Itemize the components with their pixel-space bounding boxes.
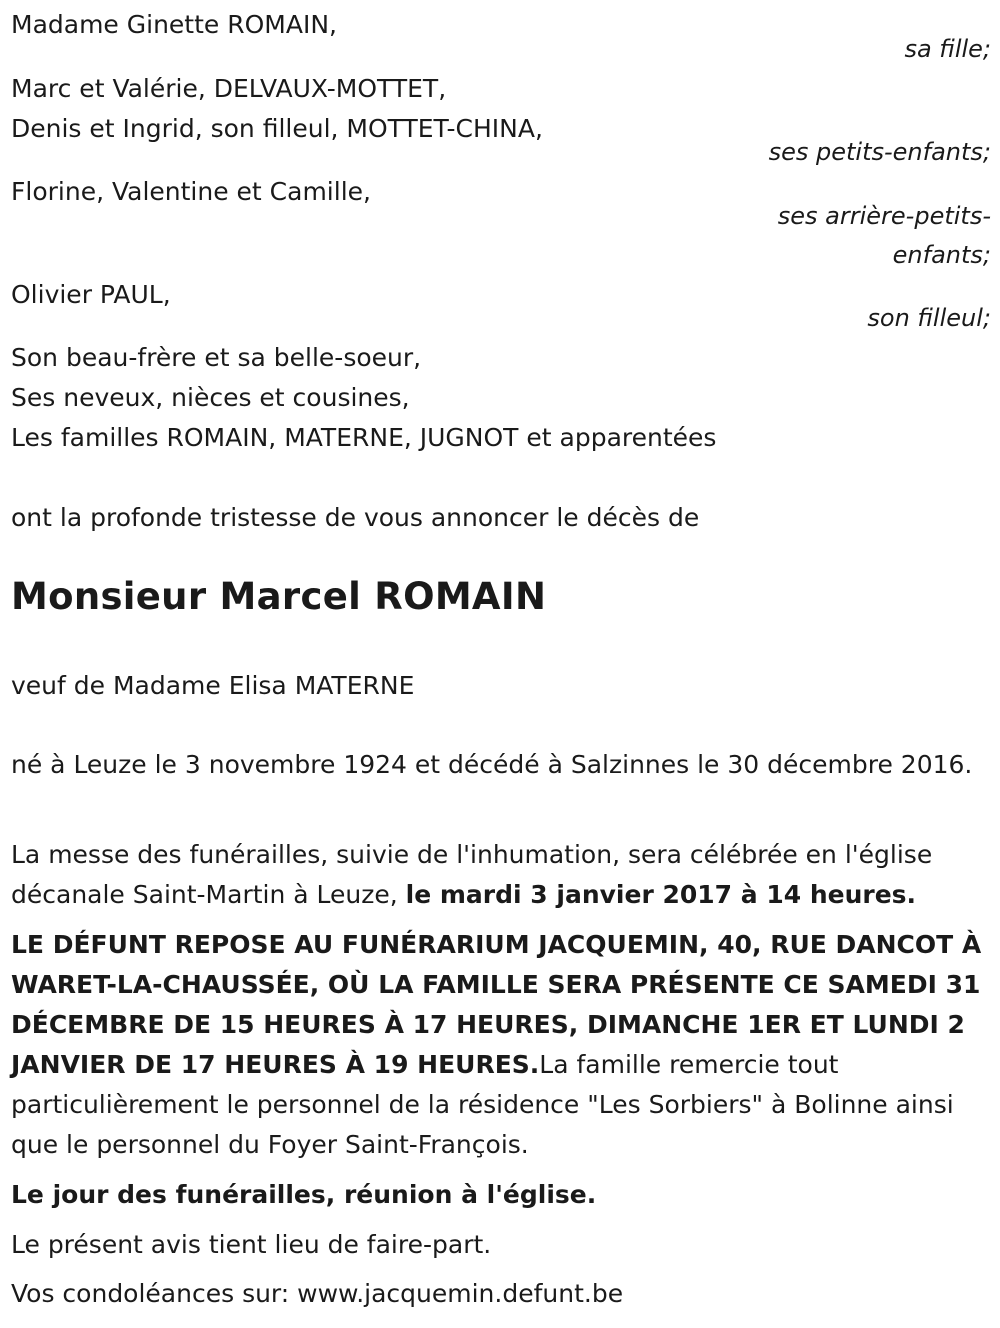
viewing-text: LE DÉFUNT REPOSE AU FUNÉRARIUM JACQUEMIN, 40, RUE DANCOT À WARET-LA-CHAUSSÉE, OÙ LA FAMILLE SERA PRÉSENTE CE SAMEDI 31 DÉCEMBRE DE 15 HEURES À 17 HEURES, DIMANCHE 1ER ET LUNDI 2 JANVIER DE 17 HEURES À 19 HEURES. [11, 930, 982, 1079]
condolences-label: Vos condoléances sur: [11, 1279, 298, 1308]
announcement-text: ont la profonde tristesse de vous annoncer le décès de [11, 503, 700, 532]
viewing-paragraph [11, 925, 986, 1165]
condolences-link[interactable]: www.jacquemin.defunt.be [297, 1279, 624, 1308]
meeting-text [11, 1175, 986, 1215]
birth-death-text: né à Leuze le 3 novembre 1924 et décédé à Salzinnes le 30 décembre 2016. [11, 750, 973, 779]
funeral-datetime: le mardi 3 janvier 2017 à 14 heures. [405, 880, 917, 909]
relation-daughter: sa fille; [904, 35, 991, 63]
notice-text: Le présent avis tient lieu de faire-part. [11, 1230, 492, 1259]
family-grandchild-line-1: Marc et Valérie, DELVAUX-MOTTET, [11, 74, 447, 103]
family-others-line-2: Ses neveux, nièces et cousines, [11, 383, 410, 412]
family-grandchild-line-2: Denis et Ingrid, son filleul, MOTTET-CHINA, [11, 114, 543, 143]
relation-godson: son filleul; [867, 304, 991, 332]
thanks-text: La famille remercie tout particulièrement le personnel de la résidence "Les Sorbiers" à Bolinne ainsi que le personnel du Foyer Saint-François. [11, 1050, 954, 1159]
relation-grandchildren: ses petits-enfants; [768, 138, 991, 166]
family-others-line-3: Les familles ROMAIN, MATERNE, JUGNOT et apparentées [11, 423, 717, 452]
funeral-mass-text: La messe des funérailles, suivie de l'inhumation, sera célébrée en l'église décanale Saint-Martin à Leuze, [11, 840, 933, 909]
family-others-line-1: Son beau-frère et sa belle-soeur, [11, 343, 422, 372]
widow-of-text: veuf de Madame Elisa MATERNE [11, 671, 415, 700]
relation-great-grandchildren-line-1: ses arrière-petits- [777, 202, 991, 230]
family-daughter-name: Madame Ginette ROMAIN, [11, 10, 337, 39]
funeral-mass-paragraph [11, 835, 986, 915]
relation-great-grandchildren-line-2: enfants; [892, 241, 991, 269]
family-great-grandchildren-names: Florine, Valentine et Camille, [11, 177, 371, 206]
condolences-line [11, 1274, 986, 1314]
meeting-bold: Le jour des funérailles, réunion à l'église. [11, 1180, 597, 1209]
deceased-name: Monsieur Marcel ROMAIN [11, 575, 547, 618]
family-godson-name: Olivier PAUL, [11, 280, 171, 309]
